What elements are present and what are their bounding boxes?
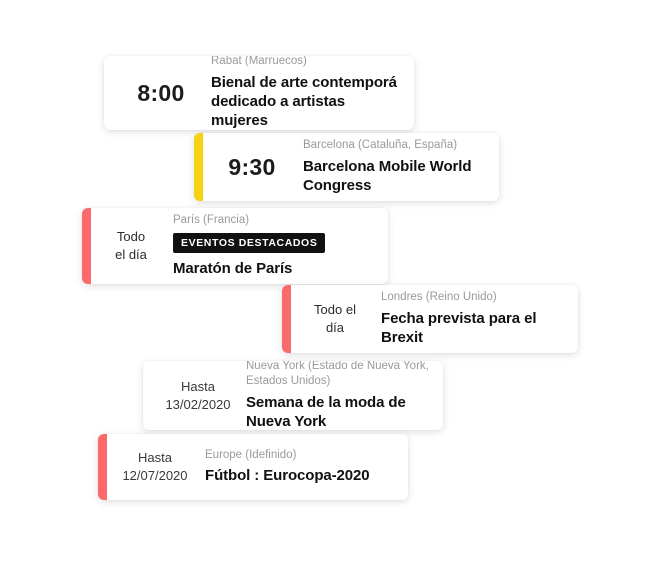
event-time-line: Todo bbox=[116, 229, 146, 245]
event-card[interactable] bbox=[98, 434, 408, 500]
event-time-value: 9:30 bbox=[228, 153, 276, 180]
event-body bbox=[209, 56, 414, 130]
event-time bbox=[107, 434, 203, 500]
event-time-line: 12/07/2020 bbox=[122, 468, 188, 483]
event-card[interactable] bbox=[143, 361, 443, 430]
event-time-line: día bbox=[325, 320, 345, 335]
event-location: Nueva York (Estado de Nueva York, Estados Unidos) bbox=[246, 361, 429, 388]
event-card[interactable] bbox=[282, 285, 578, 353]
event-body bbox=[171, 208, 388, 284]
event-location: París (Francia) bbox=[173, 213, 250, 226]
event-time bbox=[91, 208, 171, 284]
event-time-line: 13/02/2020 bbox=[165, 396, 231, 412]
event-accent-bar bbox=[143, 361, 152, 430]
event-body bbox=[379, 285, 578, 353]
event-accent-bar bbox=[282, 285, 291, 353]
event-body bbox=[244, 361, 443, 430]
event-time bbox=[113, 56, 209, 130]
event-time-line: Todo el bbox=[314, 302, 356, 318]
event-card[interactable] bbox=[82, 208, 388, 284]
event-body bbox=[203, 434, 408, 500]
event-time-value: 8:00 bbox=[137, 79, 185, 106]
event-time bbox=[203, 133, 301, 201]
event-location: Londres (Reino Unido) bbox=[381, 291, 497, 304]
event-card[interactable] bbox=[104, 56, 414, 130]
event-title: Bienal de arte contemporá dedicado a artistas mujeres bbox=[211, 73, 397, 130]
event-location: Barcelona (Cataluña, España) bbox=[303, 139, 458, 152]
event-location: Rabat (Marruecos) bbox=[211, 56, 307, 68]
event-card[interactable] bbox=[194, 133, 499, 201]
event-title: Barcelona Mobile World Congress bbox=[303, 157, 472, 194]
event-title: Fecha prevista para el Brexit bbox=[381, 309, 537, 346]
event-title: Semana de la moda de Nueva York bbox=[246, 393, 406, 430]
event-title: Maratón de París bbox=[173, 260, 293, 278]
event-accent-bar bbox=[104, 56, 113, 130]
event-time bbox=[291, 285, 379, 353]
event-location: Europe (Idefinido) bbox=[205, 448, 297, 461]
event-accent-bar bbox=[98, 434, 107, 500]
event-accent-bar bbox=[82, 208, 91, 284]
event-time-line: Hasta bbox=[181, 378, 215, 394]
event-accent-bar bbox=[194, 133, 203, 201]
event-title: Fútbol : Eurocopa-2020 bbox=[205, 467, 370, 485]
event-time bbox=[152, 361, 244, 430]
event-time-line: Hasta bbox=[138, 450, 172, 466]
event-body bbox=[301, 133, 499, 201]
event-time-line: el día bbox=[115, 247, 147, 262]
featured-badge: EVENTOS DESTACADOS bbox=[173, 233, 325, 253]
